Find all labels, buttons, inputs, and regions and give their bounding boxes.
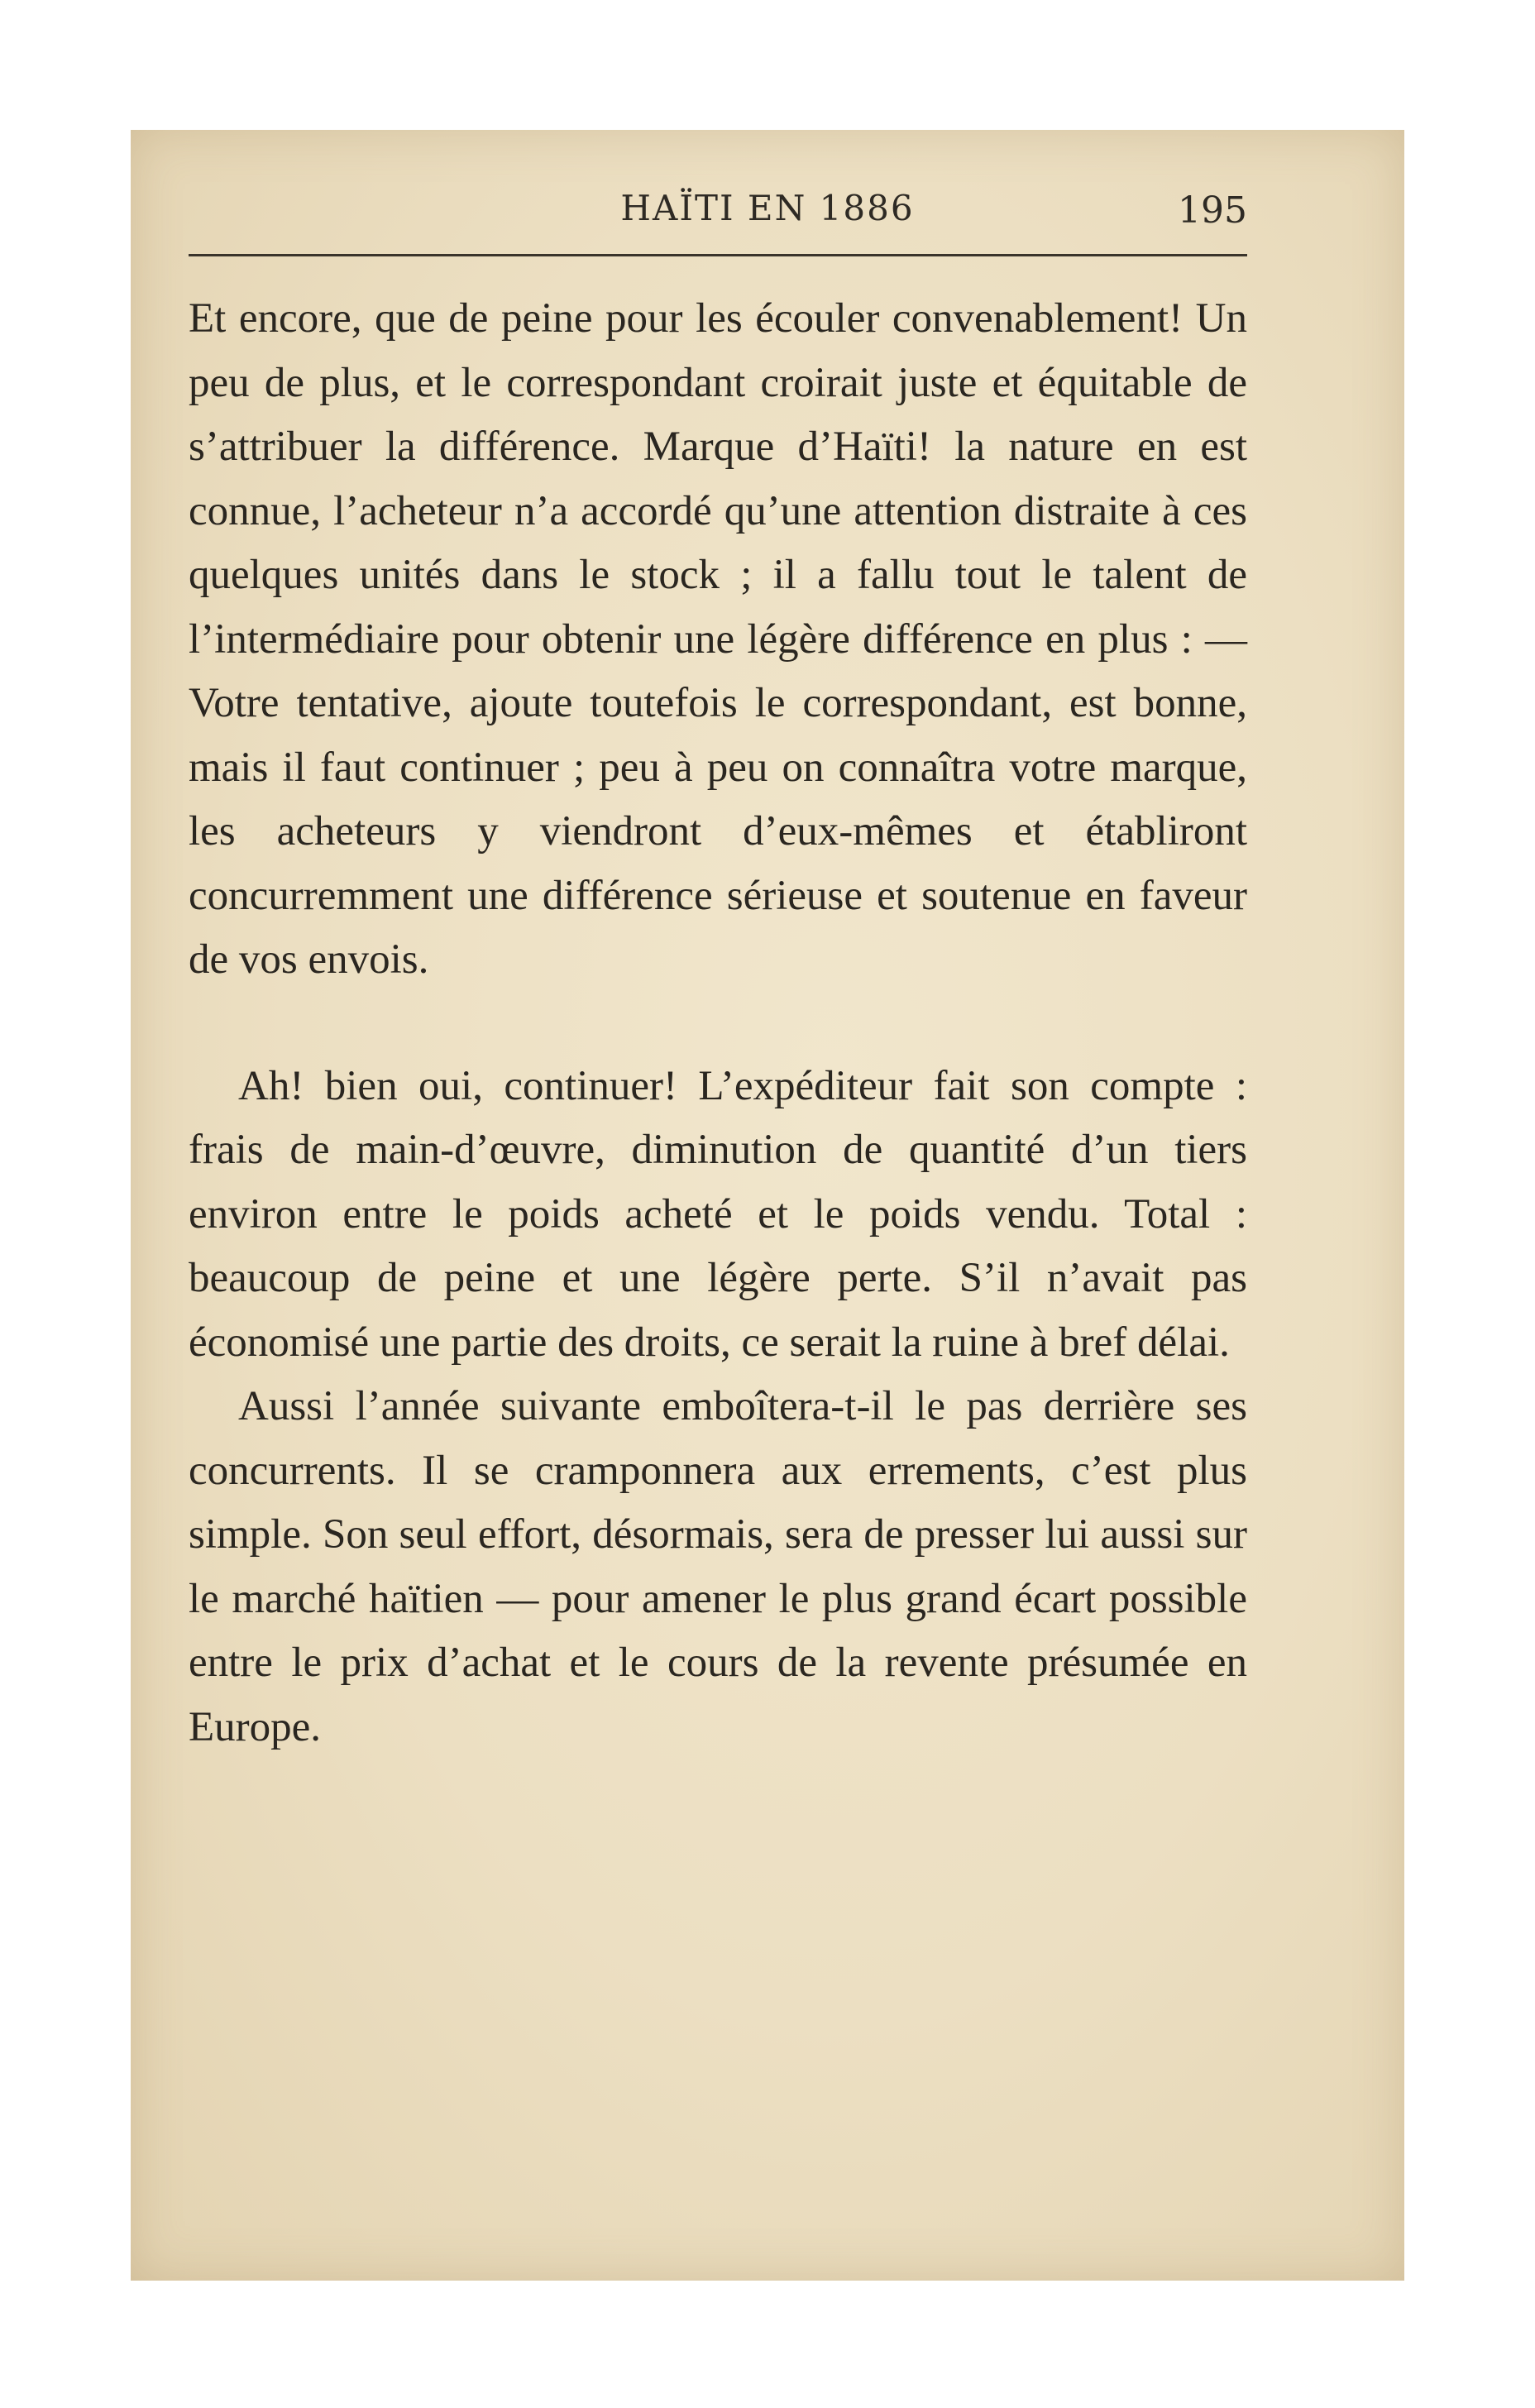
book-page	[131, 130, 1404, 2281]
running-title: HAÏTI EN 1886	[620, 188, 915, 228]
body-text	[189, 287, 1247, 1759]
header-rule	[189, 254, 1247, 256]
paragraph-2: Ah! bien oui, continuer! L’expéditeur fait son compte : frais de main-d’œuvre, diminution de quantité d’un tiers environ entre le poids acheté et le poids vendu. Total : beaucoup de peine et une légère perte. S’il n’avait pas économisé une partie des droits, ce serait la ruine à bref délai.	[189, 1062, 1247, 1366]
paragraph-3: Aussi l’année suivante emboîtera-t-il le pas derrière ses concurrents. Il se cramponnera aux errements, c’est plus simple. Son seul effort, désormais, sera de presser lui aussi sur le marché haïtien — pour amener le plus grand écart possible entre le prix d’achat et le cours de la revente présumée en Europe.	[189, 1383, 1247, 1750]
page-number: 195	[1178, 189, 1247, 232]
paragraph-1: Et encore, que de peine pour les écouler convenablement! Un peu de plus, et le correspondant croirait juste et équitable de s’attribuer la différence. Marque d’Haïti! la nature en est connue, l’acheteur n’a accordé qu’une attention distraite à ces quelques unités dans le stock ; il a fallu tout le talent de l’intermédiaire pour obtenir une légère différence en plus : — Votre tentative, ajoute toutefois le correspondant, est bonne, mais il faut continuer ; peu à peu on connaîtra votre marque, les acheteurs y viendront d’eux-mêmes et établiront concurremment une différence sérieuse et soutenue en faveur de vos envois.	[189, 295, 1247, 983]
paragraph-gap	[189, 993, 1247, 1055]
running-head	[131, 188, 1404, 237]
